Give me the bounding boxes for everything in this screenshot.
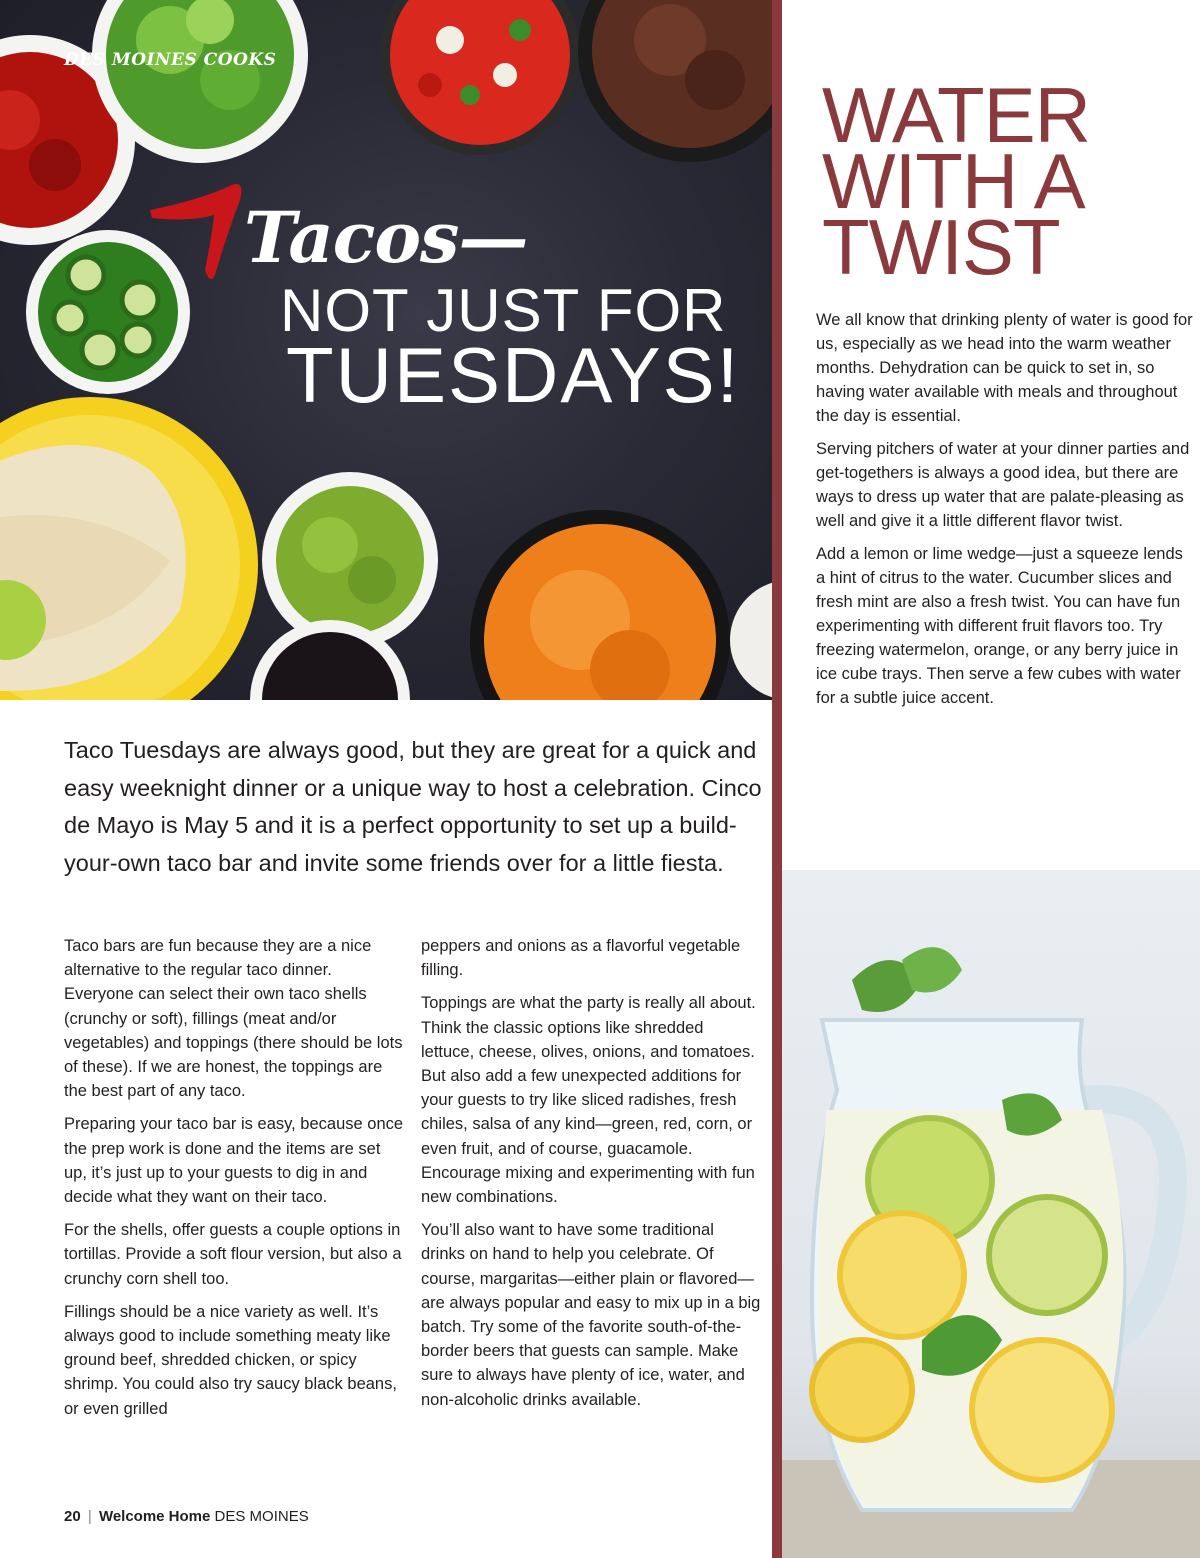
article-lead: Taco Tuesdays are always good, but they are great for a quick and easy weeknight dinner or a unique way to host a celebration. Cinco de Mayo is May 5 and it is a perfect opportunity to set up a build-your-own taco bar and invite some friends over for a little fiesta. (64, 737, 762, 876)
hero-photo (0, 0, 772, 700)
sidebar-title-line3: TWIST (822, 203, 1060, 291)
page-number: 20 (64, 1508, 81, 1525)
article-paragraph: Toppings are what the party is really all about. Think the classic options like shredded lettuce, cheese, olives, onions, and tomatoes. But also add a few unexpected additions for your guests to try like sliced radishes, fresh chiles, salsa of any kind—green, red, corn, or even fruit, and of course, guacamole. Encourage mixing and experimenting with fun new combinations. (421, 994, 756, 1207)
lemon-slice (972, 1340, 1112, 1480)
article-paragraph: For the shells, offer guests a couple options in tortillas. Provide a soft flour version, but also a crunchy corn shell too. (64, 1221, 402, 1288)
sidebar-paragraph: We all know that drinking plenty of water is good for us, especially as we head into the warm weather months. Dehydration can be quick to set in, so having water available with meals and throughout the day is essential. (816, 311, 1193, 425)
magazine-name: Welcome Home (98, 1508, 211, 1525)
lemon-slice (812, 1340, 912, 1440)
article-paragraph: Preparing your taco bar is easy, because once the prep work is done and the items are set up, it’s just up to your guests to dig in and decide what they want on their taco. (64, 1115, 404, 1207)
lime-slice (989, 1197, 1105, 1313)
lemon-slice (840, 1213, 964, 1337)
article-paragraph: Fillings should be a nice variety as well. It’s always good to include something meaty like ground beef, shredded chicken, or spicy shrimp. You could also try saucy black beans, or even grilled (64, 1302, 397, 1418)
citrus-pitcher-illustration (782, 870, 1200, 1558)
sidebar-title (822, 71, 1192, 291)
footer-separator: | (87, 1508, 92, 1525)
section-kicker: DES MOINES COOKS (64, 50, 277, 70)
sidebar-body (816, 308, 1196, 719)
sidebar-title-line1: WATER (822, 71, 1090, 159)
sidebar-title-line2: WITH A (822, 137, 1085, 225)
magazine-city: DES MOINES (214, 1508, 309, 1525)
article-title: Tacos— (244, 196, 528, 279)
article-paragraph: Taco bars are fun because they are a nice alternative to the regular taco dinner. Everyone can select their own taco shells (crunchy or soft), fillings (meat and/or vegetables) and toppings (there should be lots of these). If we are honest, the toppings are the best part of any taco. (64, 937, 403, 1101)
sidebar-paragraph: Add a lemon or lime wedge—just a squeeze lends a hint of citrus to the water. Cucumber slices and fresh mint are also a fresh twist. You can have fun experimenting with different fruit flavors too. Try freezing watermelon, orange, or any berry juice in ice cube trays. Then serve a few cubes with water for a subtle juice accent. (816, 545, 1183, 707)
page-footer (64, 1508, 309, 1525)
sidebar-paragraph: Serving pitchers of water at your dinner parties and get-togethers is always a good idea, but there are ways to dress up water that are palate-pleasing as well and give it a little different flavor twist. (816, 440, 1190, 530)
article-column-right (421, 934, 761, 1421)
article-column-left (64, 934, 404, 1430)
article-paragraph: You’ll also want to have some traditional drinks on hand to help you celebrate. Of course, margaritas—either plain or flavored—are always popular and easy to mix up in a big batch. Try some of the favorite south-of-the-border beers that guests can sample. Make sure to always have plenty of ice, water, and non-alcoholic drinks available. (421, 1221, 761, 1409)
sidebar-accent-bar (772, 0, 782, 1558)
pitcher-photo (782, 870, 1200, 1558)
sour-cream-bowl (730, 580, 772, 700)
article-subhead-line1: NOT JUST FOR (280, 277, 727, 344)
article-subhead-line2: TUESDAYS! (286, 331, 741, 419)
article-paragraph: peppers and onions as a flavorful vegetable filling. (421, 937, 741, 980)
